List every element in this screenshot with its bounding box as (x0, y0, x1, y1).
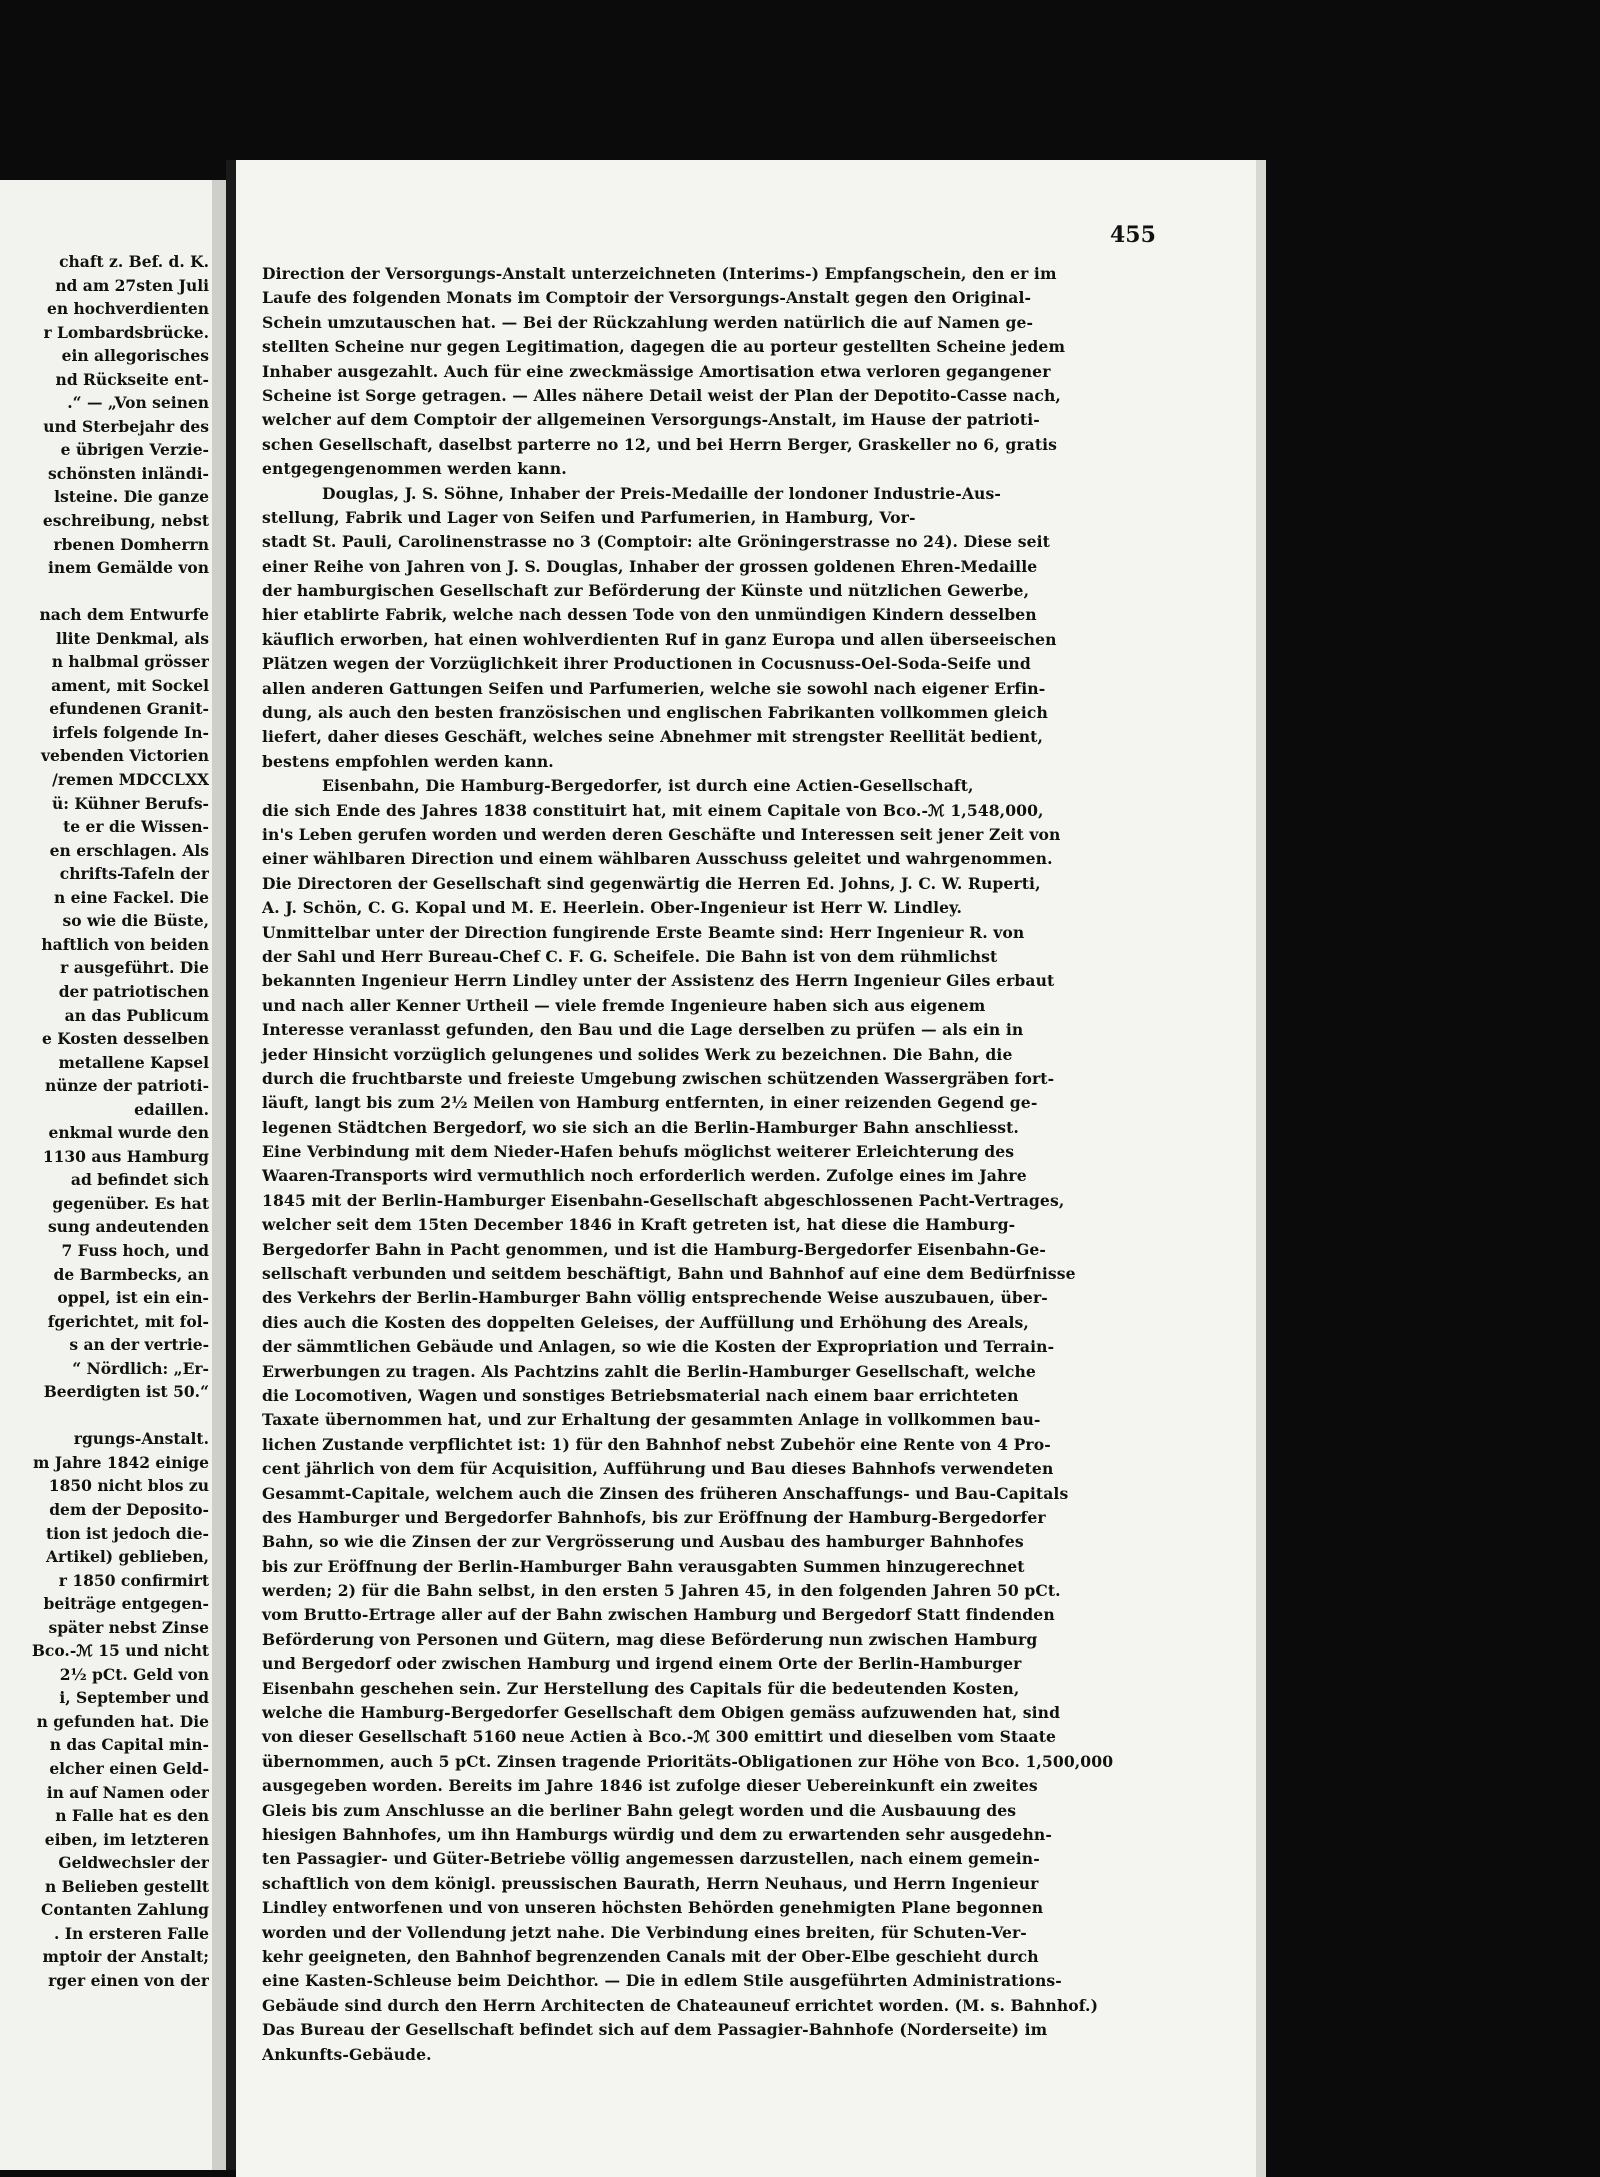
left-page-line: rger einen von der (48, 1970, 209, 1990)
left-page-line: Beerdigten ist 50.“ (43, 1382, 209, 1402)
article-line: 1845 mit der Berlin-Hamburger Eisenbahn-Gesellschaft abgeschlossenen Pacht-Vertrages, (262, 1190, 1065, 1210)
left-page-line: n gefunden hat. Die (36, 1711, 209, 1731)
left-page-line: r ausgeführt. Die (60, 958, 209, 978)
article-line: welcher seit dem 15ten December 1846 in Kraft getreten ist, hat diese die Hamburg- (262, 1215, 1016, 1235)
article-line: schaftlich von dem königl. preussischen Baurath, Herrn Neuhaus, und Herrn Ingenieur (262, 1873, 1039, 1893)
left-page-line: r 1850 confirmirt (58, 1570, 209, 1590)
article-line: von dieser Gesellschaft 5160 neue Actien à Bco.-ℳ 300 emittirt und dieselben vom Staate (262, 1727, 1057, 1747)
article-line: Scheine ist Sorge getragen. — Alles nähere Detail weist der Plan der Depotito-Casse nach, (262, 385, 1061, 405)
left-page-line (4, 1404, 209, 1428)
article-line: Laufe des folgenden Monats im Comptoir der Versorgungs-Anstalt gegen den Original- (262, 288, 1032, 308)
article-line: lichen Zustande verpflichtet ist: 1) für den Bahnhof nebst Zubehör eine Rente von 4 Pro- (262, 1434, 1051, 1454)
left-page-line: mptoir der Anstalt; (42, 1947, 209, 1967)
article-line: stellung, Fabrik und Lager von Seifen und Parfumerien, in Hamburg, Vor- (262, 507, 916, 527)
article-line: hier etablirte Fabrik, welche nach dessen Tode von den unmündigen Kindern desselben (262, 605, 1037, 625)
article-line: des Hamburger und Bergedorfer Bahnhofs, bis zur Eröffnung der Hamburg-Bergedorfer (262, 1507, 1046, 1527)
article-line: Eisenbahn geschehen sein. Zur Herstellung des Capitals für die bedeutenden Kosten, (262, 1678, 1020, 1698)
left-page-line: Contanten Zahlung (41, 1900, 209, 1920)
left-page-line: n Falle hat es den (55, 1806, 209, 1826)
article-line: Ankunfts-Gebäude. (262, 2044, 432, 2064)
left-page-edge (212, 180, 226, 2170)
article-line: bestens empfohlen werden kann. (262, 751, 554, 771)
article-line: hiesigen Bahnhofes, um ihn Hamburgs würdig und dem zu erwartenden sehr ausgedehn- (262, 1825, 1052, 1844)
article-line: die sich Ende des Jahres 1838 constituirt hat, mit einem Capitale von Bco.-ℳ 1,548,000, (262, 800, 1044, 820)
article-line: ten Passagier- und Güter-Betriebe völlig angemessen darzustellen, nach einem gemein- (262, 1849, 1040, 1869)
article-text (262, 262, 1164, 2067)
gutter-shadow (226, 160, 236, 2170)
left-page-line: Geldwechsler der (58, 1853, 209, 1873)
article-line: des Verkehrs der Berlin-Hamburger Bahn völlig entsprechende Weise auszubauen, über- (262, 1288, 1048, 1308)
left-page-line: rgungs-Anstalt. (73, 1429, 209, 1449)
left-page-line: nach dem Entwurfe (39, 605, 209, 625)
page-number: 455 (1110, 222, 1156, 248)
left-page-line: n das Capital min- (49, 1735, 209, 1755)
entry-heading-line: Douglas, J. S. Söhne, Inhaber der Preis-Medaille der londoner Industrie-Aus- (322, 483, 1001, 503)
article-line: und nach aller Kenner Urtheil — viele fremde Ingenieure haben sich aus eigenem (262, 995, 986, 1015)
left-page-line: en erschlagen. Als (49, 840, 209, 860)
article-line: in's Leben gerufen worden und werden deren Geschäfte und Interessen seit jener Zeit von (262, 824, 1061, 844)
left-page-line: “ Nördlich: „Er- (72, 1358, 209, 1378)
left-page-line: ein allegorisches (61, 346, 209, 366)
left-page-line: inem Gemälde von (48, 558, 209, 578)
left-page-text (4, 250, 209, 1992)
left-page-line: n Belieben gestellt (44, 1876, 209, 1896)
article-line: einer wählbaren Direction und einem wählbaren Ausschuss geleitet und wahrgenommen. (262, 849, 1053, 869)
article-line: jeder Hinsicht vorzüglich gelungenes und solides Werk zu bezeichnen. Die Bahn, die (262, 1044, 1013, 1064)
article-line: dung, als auch den besten französischen und englischen Fabrikanten vollkommen gleich (262, 703, 1048, 723)
article-line: eine Kasten-Schleuse beim Deichthor. — Die in edlem Stile ausgeführten Administrations- (262, 1971, 1062, 1991)
left-page-line: nd Rückseite ent- (55, 369, 209, 389)
left-page-line: enkmal wurde den (48, 1123, 209, 1143)
article-line: Beförderung von Personen und Gütern, mag diese Beförderung nun zwischen Hamburg (262, 1629, 1038, 1649)
left-page-line: und Sterbejahr des (43, 416, 209, 436)
left-page-line: s an der vertrie- (69, 1335, 209, 1355)
left-page-line: Artikel) geblieben, (46, 1547, 209, 1567)
left-page-line: .“ — „Von seinen (67, 393, 209, 413)
left-page-line: m Jahre 1842 einige (32, 1452, 209, 1472)
article-line: Direction der Versorgungs-Anstalt unterzeichneten (Interims-) Empfangschein, den er im (262, 264, 1057, 283)
left-page-line: i, September und (59, 1688, 209, 1708)
left-page-line: metallene Kapsel (58, 1052, 209, 1072)
article-line: Gesammt-Capitale, welchem auch die Zinsen des früheren Anschaffungs- und Bau-Capitals (262, 1483, 1069, 1503)
left-page-line: chaft z. Bef. d. K. (59, 252, 209, 271)
left-page-line: fgerichtet, mit fol- (47, 1311, 209, 1331)
article-line: Waaren-Transports wird vermuthlich noch erforderlich werden. Zufolge eines im Jahre (262, 1166, 1027, 1186)
left-page-line: ament, mit Sockel (51, 675, 209, 695)
entry-heading-line: Eisenbahn, Die Hamburg-Bergedorfer, ist durch eine Actien-Gesellschaft, (322, 776, 974, 796)
article-line: käuflich erworben, hat einen wohlverdienten Ruf in ganz Europa und allen überseeischen (262, 629, 1057, 649)
left-page-line: irfels folgende In- (52, 722, 209, 742)
article-line: A. J. Schön, C. G. Kopal und M. E. Heerlein. Ober-Ingenieur ist Herr W. Lindley. (262, 898, 963, 918)
article-line: allen anderen Gattungen Seifen und Parfumerien, welche sie sowohl nach eigener Erfin- (262, 678, 1046, 698)
left-page-line: 2½ pCt. Geld von (59, 1664, 209, 1684)
article-line: Bahn, so wie die Zinsen der zur Vergrösserung und Ausbau des hamburger Bahnhofes (262, 1532, 1024, 1552)
left-page-line: en hochverdienten (46, 299, 209, 319)
article-line: übernommen, auch 5 pCt. Zinsen tragende Prioritäts-Obligationen zur Höhe von Bco. 1,500,000 (262, 1751, 1114, 1771)
left-page-line: eiben, im letzteren (44, 1829, 209, 1849)
left-page-line: gegenüber. Es hat (52, 1193, 209, 1213)
left-page-line: 1130 aus Hamburg (42, 1146, 209, 1166)
article-line: einer Reihe von Jahren von J. S. Douglas, Inhaber der grossen goldenen Ehren-Medaille (262, 556, 1038, 576)
left-page-line: tion ist jedoch die- (46, 1523, 209, 1543)
left-page-line: dem der Deposito- (49, 1499, 209, 1519)
article-line: stadt St. Pauli, Carolinenstrasse no 3 (Comptoir: alte Gröningerstrasse no 24). Diese seit (262, 532, 1050, 552)
article-line: stellten Scheine nur gegen Legitimation, dagegen die au porteur gestellten Scheine jedem (262, 337, 1066, 357)
left-page-line: /remen MDCCLXX (52, 770, 209, 790)
article-line: der hamburgischen Gesellschaft zur Beförderung der Künste und nützlichen Gewerbe, (262, 581, 1030, 601)
left-page-line: . In ersteren Falle (53, 1923, 209, 1943)
article-line: Interesse veranlasst gefunden, den Bau und die Lage derselben zu prüfen — als ein in (262, 1020, 1024, 1040)
article-line: Erwerbungen zu tragen. Als Pachtzins zahlt die Berlin-Hamburger Gesellschaft, welche (262, 1361, 1036, 1381)
article-line: Eine Verbindung mit dem Nieder-Hafen behufs möglichst weiterer Erleichterung des (262, 1142, 1015, 1162)
article-line: dies auch die Kosten des doppelten Geleises, der Auffüllung und Erhöhung des Areals, (262, 1312, 1029, 1332)
left-page-line: e Kosten desselben (41, 1029, 209, 1049)
left-page-line: r Lombardsbrücke. (43, 322, 209, 342)
article-line: bekannten Ingenieur Herrn Lindley unter der Assistenz des Herrn Ingenieur Giles erbaut (262, 971, 1055, 991)
article-line: cent jährlich von dem für Acquisition, Aufführung und Bau dieses Bahnhofs verwendeten (262, 1459, 1054, 1479)
left-page-line: haftlich von beiden (41, 934, 209, 954)
left-page-line: schönsten inländi- (48, 463, 209, 483)
article-line: der sämmtlichen Gebäude und Anlagen, so wie die Kosten der Expropriation und Terrain- (262, 1337, 1055, 1357)
article-line: Das Bureau der Gesellschaft befindet sich auf dem Passagier-Bahnhofe (Norderseite) im (262, 2020, 1048, 2040)
article-line: Taxate übernommen hat, und zur Erhaltung der gesammten Anlage in vollkommen bau- (262, 1410, 1041, 1430)
left-page-line: efundenen Granit- (49, 699, 209, 719)
article-line: entgegengenommen werden kann. (262, 459, 567, 479)
left-page-line: vebenden Victorien (41, 746, 209, 766)
left-page-line: edaillen. (134, 1099, 209, 1119)
left-page-line: so wie die Büste, (62, 911, 209, 931)
article-line: der Sahl und Herr Bureau-Chef C. F. G. Scheifele. Die Bahn ist von dem rühmlichst (262, 946, 998, 966)
left-page-line: ü: Kühner Berufs- (52, 793, 209, 813)
article-line: legenen Städtchen Bergedorf, wo sie sich an die Berlin-Hamburger Bahn anschliesst. (262, 1117, 1019, 1137)
left-page-line: in auf Namen oder (46, 1782, 209, 1802)
article-line: Inhaber ausgezahlt. Auch für eine zweckmässige Amortisation etwa verloren gegangener (262, 361, 1051, 381)
left-page-line: später nebst Zinse (48, 1617, 209, 1637)
left-page-line: beiträge entgegen- (43, 1594, 209, 1614)
article-line: kehr geeigneten, den Bahnhof begrenzenden Canals mit der Ober-Elbe geschieht durch (262, 1946, 1039, 1966)
article-line: Lindley entworfenen und von unseren höchsten Behörden genehmigten Plane begonnen (262, 1898, 1044, 1918)
article-line: liefert, daher dieses Geschäft, welches seine Abnehmer mit strengster Reellität bedient, (262, 727, 1043, 747)
article-line: vom Brutto-Ertrage aller auf der Bahn zwischen Hamburg und Bergedorf Statt findenden (262, 1605, 1055, 1625)
left-page-line (4, 580, 209, 604)
left-page-line: 7 Fuss hoch, und (61, 1240, 209, 1260)
left-page-line: ad befindet sich (70, 1170, 209, 1190)
article-line: Die Directoren der Gesellschaft sind gegenwärtig die Herren Ed. Johns, J. C. W. Ruperti, (262, 873, 1041, 893)
article-line: ausgegeben worden. Bereits im Jahre 1846 ist zufolge dieser Uebereinkunft ein zweites (262, 1776, 1038, 1796)
article-line: durch die fruchtbarste und freieste Umgebung zwischen schützenden Wassergräben fort- (262, 1068, 1055, 1088)
article-line: welcher auf dem Comptoir der allgemeinen Versorgungs-Anstalt, im Hause der patrioti- (262, 410, 1040, 430)
article-line: Schein umzutauschen hat. — Bei der Rückzahlung werden natürlich die auf Namen ge- (262, 312, 1034, 332)
left-page-line: n halbmal grösser (51, 652, 209, 672)
left-page-line: rbenen Domherrn (53, 534, 209, 554)
left-page-line: oppel, ist ein ein- (57, 1288, 209, 1308)
article-line: Gleis bis zum Anschlusse an die berliner Bahn gelegt worden und die Ausbauung des (262, 1800, 1017, 1820)
article-line: Bergedorfer Bahn in Pacht genommen, und ist die Hamburg-Bergedorfer Eisenbahn-Ge- (262, 1239, 1047, 1259)
left-page-strip (0, 180, 215, 2170)
left-page-line: an das Publicum (64, 1005, 209, 1025)
article-line: worden und der Vollendung jetzt nahe. Die Verbindung eines breiten, für Schuten-Ver- (262, 1922, 1027, 1942)
left-page-line: der patriotischen (58, 981, 209, 1001)
article-line: läuft, langt bis zum 2½ Meilen von Hamburg entfernten, in einer reizenden Gegend ge- (262, 1093, 1038, 1113)
left-page-line: 1850 nicht blos zu (48, 1476, 209, 1496)
left-page-line: nd am 27sten Juli (55, 275, 209, 295)
left-page-line: lsteine. Die ganze (54, 487, 209, 507)
left-page-line: Bco.-ℳ 15 und nicht (31, 1641, 209, 1661)
left-page-line: e übrigen Verzie- (60, 440, 209, 460)
article-line: werden; 2) für die Bahn selbst, in den ersten 5 Jahren 45, in den folgenden Jahren 50 pCt. (262, 1581, 1061, 1601)
left-page-line: elcher einen Geld- (49, 1759, 209, 1778)
left-page-line: chrifts-Tafeln der (59, 864, 209, 884)
left-page-line: eschreibung, nebst (42, 511, 209, 531)
article-line: Gebäude sind durch den Herrn Architecten de Chateauneuf errichtet worden. (M. s. Bahnhof.) (262, 1995, 1099, 2015)
left-page-line: n eine Fackel. Die (53, 887, 209, 907)
article-line: Plätzen wegen der Vorzüglichkeit ihrer Productionen in Cocusnuss-Oel-Soda-Seife und (262, 654, 1031, 674)
article-line: und Bergedorf oder zwischen Hamburg und irgend einem Orte der Berlin-Hamburger (262, 1654, 1022, 1674)
article-line: schen Gesellschaft, daselbst parterre no 12, und bei Herrn Berger, Graskeller no 6, gratis (262, 434, 1058, 454)
main-page-fold (1256, 160, 1266, 2177)
article-line: die Locomotiven, Wagen und sonstiges Betriebsmaterial nach einem baar errichteten (262, 1385, 1019, 1405)
article-line: Unmittelbar unter der Direction fungirende Erste Beamte sind: Herr Ingenieur R. von (262, 922, 1025, 942)
left-page-line: nünze der patrioti- (44, 1076, 209, 1096)
left-page-line: sung andeutenden (47, 1217, 209, 1237)
left-page-line: te er die Wissen- (63, 817, 209, 837)
article-line: welche die Hamburg-Bergedorfer Gesellschaft dem Obigen gemäss aufzuwenden hat, sind (262, 1703, 1061, 1723)
left-page-line: de Barmbecks, an (53, 1264, 209, 1284)
left-page-line: llite Denkmal, als (55, 628, 209, 648)
article-line: bis zur Eröffnung der Berlin-Hamburger Bahn verausgabten Summen hinzugerechnet (262, 1556, 1025, 1576)
article-line: sellschaft verbunden und seitdem beschäftigt, Bahn und Bahnhof auf eine dem Bedürfnisse (262, 1264, 1076, 1284)
